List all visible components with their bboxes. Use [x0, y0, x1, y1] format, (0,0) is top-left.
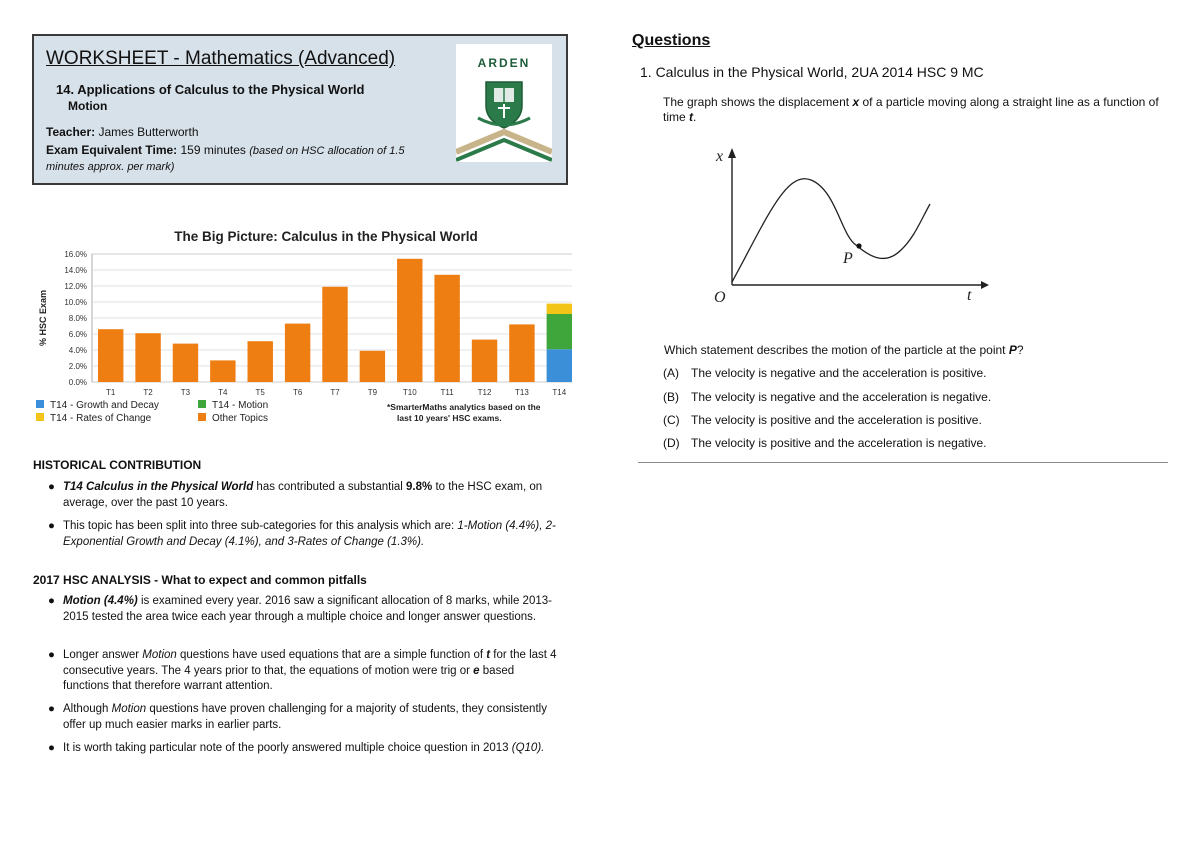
y-tick-label: 14.0%	[64, 266, 87, 275]
x-tick-label: T13	[515, 388, 529, 397]
teacher-name: James Butterworth	[98, 125, 199, 139]
worksheet-title: WORKSHEET - Mathematics (Advanced)	[46, 48, 396, 69]
historical-bullet-1: ● T14 Calculus in the Physical World has contributed a substantial 9.8% to the HSC exam, on average, over the past 10 years.	[48, 481, 543, 509]
t-axis-label: t	[967, 287, 972, 304]
t-axis-arrow-icon	[981, 281, 989, 289]
topic-subtitle: Motion	[68, 99, 108, 113]
bar-segment-t14-motion	[547, 314, 572, 349]
bar-t2	[135, 333, 160, 382]
option-a[interactable]: (A) The velocity is negative and the acceleration is positive.	[663, 366, 987, 380]
bullet-dot-icon: ●	[48, 649, 55, 661]
chart-legend	[36, 400, 268, 424]
bar-segment-t14-rates-of-change	[547, 304, 572, 314]
analysis-heading: 2017 HSC ANALYSIS - What to expect and common pitfalls	[33, 573, 367, 587]
origin-label: O	[714, 289, 726, 306]
historical-topic-name: T14 Calculus in the Physical World	[63, 481, 254, 493]
bar-t12	[472, 340, 497, 382]
x-tick-label: T2	[143, 388, 153, 397]
logo-text: ARDEN	[477, 56, 531, 70]
bar-t4	[210, 360, 235, 382]
legend-swatch	[198, 400, 206, 408]
exam-time-value: 159 minutes	[180, 143, 246, 157]
bullet-dot-icon: ●	[48, 703, 55, 715]
analysis-bullet-2: ● Longer answer Motion questions have used equations that are a simple function of t for the last 4 consecutive years. The 4 years prior to that, the equations of motion were trig or e based functions that therefore warrant attention.	[48, 649, 557, 692]
analysis-bullet-3: ● Although Motion questions have proven challenging for a majority of students, they consistently offer up much easier marks in earlier parts.	[48, 703, 547, 731]
question-1-title: 1. Calculus in the Physical World, 2UA 2014 HSC 9 MC	[640, 64, 984, 80]
bullet-dot-icon: ●	[48, 481, 55, 493]
bullet-dot-icon: ●	[48, 742, 55, 754]
chart-ylabel: % HSC Exam	[38, 289, 48, 347]
x-tick-label: T9	[367, 388, 378, 397]
analysis-bullet-4: ● It is worth taking particular note of the poorly answered multiple choice question in 2013 (Q10).	[63, 741, 563, 757]
analysis-bullet-1: ● Motion (4.4%) is examined every year. 2016 saw a significant allocation of 8 marks, while 2013-2015 tested the area twice each year through a multiple choice and longer answer questions.	[48, 595, 552, 623]
legend-swatch	[36, 400, 44, 408]
bar-t10	[397, 259, 422, 382]
x-tick-label: T3	[180, 388, 191, 397]
legend-label: T14 - Motion	[212, 400, 269, 411]
legend-label: T14 - Growth and Decay	[50, 400, 159, 411]
legend-swatch	[198, 413, 206, 421]
y-tick-label: 8.0%	[68, 314, 87, 323]
x-tick-label: T14	[552, 388, 567, 397]
bar-t11	[434, 275, 459, 382]
worksheet-header	[32, 34, 568, 185]
historical-heading: HISTORICAL CONTRIBUTION	[33, 458, 202, 472]
bar-t5	[248, 341, 273, 382]
legend-swatch	[36, 413, 44, 421]
point-p-label: P	[843, 250, 853, 267]
questions-heading: Questions	[632, 32, 711, 49]
exam-time-line	[46, 143, 406, 175]
y-tick-label: 10.0%	[64, 298, 87, 307]
x-tick-label: T5	[255, 388, 265, 397]
y-tick-label: 12.0%	[64, 282, 87, 291]
x-tick-label: T4	[218, 388, 228, 397]
x-tick-label: T7	[330, 388, 340, 397]
exam-time-note: (based on HSC allocation of 1.5 minutes approx. per mark)	[46, 145, 405, 173]
y-tick-label: 0.0%	[68, 378, 87, 387]
teacher-line	[46, 125, 199, 139]
x-tick-label: T11	[440, 388, 454, 397]
question-1-prompt: Which statement describes the motion of the particle at the point P?	[664, 343, 1024, 357]
y-tick-label: 2.0%	[68, 362, 87, 371]
bar-segment-t14-growth-and-decay	[547, 349, 572, 382]
bar-t6	[285, 324, 310, 382]
chart-title: The Big Picture: Calculus in the Physical World	[174, 229, 478, 244]
y-tick-label: 16.0%	[64, 250, 87, 259]
chart-note-line2: last 10 years' HSC exams.	[397, 413, 502, 423]
bar-t1	[98, 329, 123, 382]
legend-label: T14 - Rates of Change	[50, 413, 152, 424]
exam-time-label: Exam Equivalent Time:	[46, 143, 178, 157]
big-picture-chart	[32, 222, 572, 437]
bar-t7	[322, 287, 347, 382]
bar-t3	[173, 344, 198, 382]
bullet-dot-icon: ●	[48, 520, 55, 532]
legend-label: Other Topics	[212, 413, 268, 424]
arden-logo	[456, 44, 552, 162]
option-b[interactable]: (B) The velocity is negative and the acceleration is negative.	[663, 390, 992, 404]
bullet-dot-icon: ●	[48, 595, 55, 607]
y-tick-label: 6.0%	[68, 330, 87, 339]
crest-icon	[456, 74, 552, 162]
historical-bullet-2: ● This topic has been split into three sub-categories for this analysis which are: 1-Motion (4.4%), 2-Exponential Growth and Decay (4.1%), and 3-Rates of Change (1.3%).	[48, 520, 556, 548]
bar-t9	[360, 351, 385, 382]
displacement-graph	[676, 140, 996, 310]
question-divider	[638, 462, 1168, 463]
topic-title: 14. Applications of Calculus to the Physical World	[56, 82, 365, 97]
chart-note-line1: *SmarterMaths analytics based on the	[387, 402, 541, 412]
x-axis-label: x	[716, 148, 724, 165]
displacement-curve	[732, 179, 930, 282]
x-tick-label: T12	[477, 388, 492, 397]
y-tick-label: 4.0%	[68, 346, 87, 355]
historical-percent: 9.8%	[406, 481, 433, 493]
option-d[interactable]: (D) The velocity is positive and the acceleration is negative.	[663, 436, 987, 450]
x-axis-arrow-icon	[728, 148, 736, 158]
option-c[interactable]: (C) The velocity is positive and the acceleration is positive.	[663, 413, 982, 427]
x-tick-label: T10	[402, 388, 417, 397]
point-p-marker	[856, 243, 861, 248]
x-tick-label: T1	[106, 388, 116, 397]
question-1-stem: The graph shows the displacement x of a particle moving along a straight line as a function of time t.	[663, 95, 1159, 124]
teacher-label: Teacher:	[46, 125, 96, 139]
bar-t13	[509, 324, 534, 382]
x-tick-label: T6	[292, 388, 303, 397]
